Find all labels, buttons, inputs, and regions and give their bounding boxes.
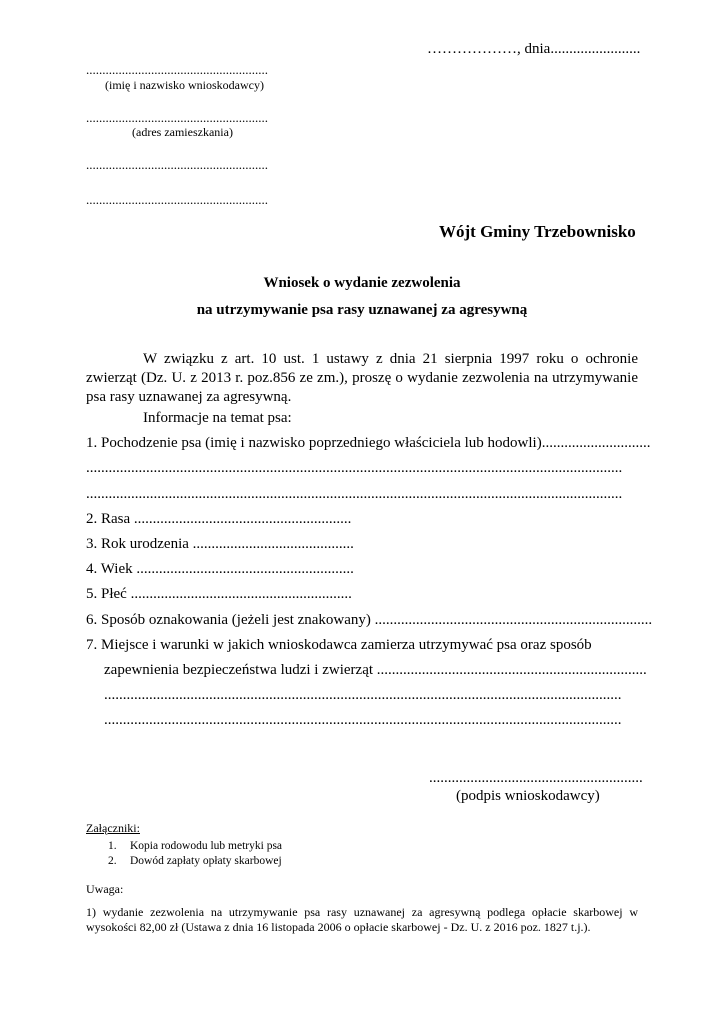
title-line-1: Wniosek o wydanie zezwolenia (263, 275, 461, 291)
attachment-item (108, 855, 282, 867)
field-conditions-line-1[interactable]: .......................................................................................................................................... (104, 687, 622, 703)
field-marking[interactable]: 6. Sposób oznakowania (jeżeli jest znakowany) .......................................................................... (86, 612, 653, 628)
field-birth-year[interactable]: 3. Rok urodzenia ........................................... (86, 536, 354, 552)
field-breed[interactable]: 2. Rasa .......................................................... (86, 511, 352, 527)
applicant-extra-line-1[interactable]: ........................................................ (86, 157, 268, 172)
applicant-name-caption: (imię i nazwisko wnioskodawcy) (105, 78, 264, 92)
field-origin-line-1[interactable]: ............................................................................................................................................... (86, 460, 623, 476)
field-conditions-cont[interactable]: zapewnienia bezpieczeństwa ludzi i zwierząt ........................................................................ (104, 662, 647, 678)
field-origin[interactable]: 1. Pochodzenie psa (imię i nazwisko poprzedniego właściciela lub hodowli)............................. (86, 435, 651, 451)
signature-caption: (podpis wnioskodawcy) (456, 788, 600, 804)
applicant-address-line[interactable]: ........................................................ (86, 110, 268, 125)
field-age[interactable]: 4. Wiek .......................................................... (86, 561, 354, 577)
title-line-2: na utrzymywanie psa rasy uznawanej za agresywną (196, 302, 528, 318)
field-conditions-line-2[interactable]: .......................................................................................................................................... (104, 712, 622, 728)
field-conditions: 7. Miejsce i warunki w jakich wnioskodawca zamierza utrzymywać psa oraz sposób (86, 637, 592, 653)
request-paragraph: W związku z art. 10 ust. 1 ustawy z dnia 21 sierpnia 1997 roku o ochronie zwierząt (Dz. U. z 2013 r. poz.856 ze zm.), proszę o wydanie zezwolenia na utrzymywanie psa rasy uznawanej za agresywną. (86, 351, 638, 405)
attachments-header: Załączniki: (86, 821, 140, 835)
attachment-item (108, 840, 283, 852)
field-origin-line-2[interactable]: ............................................................................................................................................... (86, 486, 623, 502)
attachment-number: 1. (108, 840, 117, 852)
note-header: Uwaga: (86, 882, 124, 896)
note-text: 1) wydanie zezwolenia na utrzymywanie psa rasy uznawanej za agresywną podlega opłacie skarbowej w wysokości 82,00 zł (Ustawa z dnia 16 listopada 2006 o opłacie skarbowej - Dz. U. z 2016 poz. 1827 t.j.). (86, 905, 638, 934)
applicant-address-caption: (adres zamieszkania) (132, 125, 233, 139)
attachment-number: 2. (108, 855, 117, 867)
attachment-text: Kopia rodowodu lub metryki psa (130, 840, 283, 852)
addressee: Wójt Gminy Trzebownisko (439, 222, 636, 241)
applicant-name-line[interactable]: ........................................................ (86, 62, 268, 77)
applicant-extra-line-2[interactable]: ........................................................ (86, 192, 268, 207)
attachment-text: Dowód zapłaty opłaty skarbowej (130, 855, 282, 867)
info-header: Informacje na temat psa: (143, 410, 292, 426)
field-sex[interactable]: 5. Płeć ........................................................... (86, 586, 352, 602)
signature-line[interactable]: ......................................................... (429, 770, 643, 786)
place-date-line[interactable]: ………………, dnia........................ (427, 41, 641, 57)
